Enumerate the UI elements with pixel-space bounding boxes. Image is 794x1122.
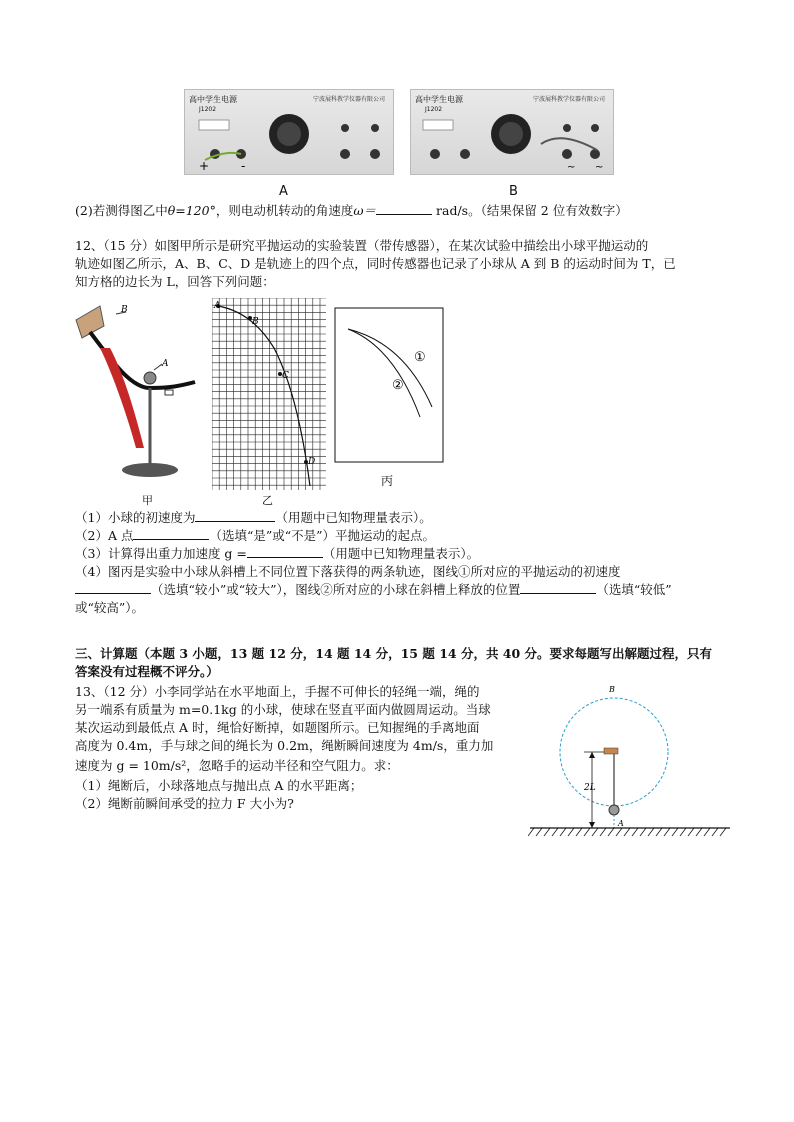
- section3-heading-line1: 三、计算题（本题 3 小题，13 题 12 分，14 题 14 分，15 题 14 分，共 40 分。要求每题写出解题过程，只有: [75, 646, 713, 661]
- grid-label-c: C: [282, 371, 289, 381]
- q12-sub2: （2）A 点 （选填“是”或“不是”）平抛运动的起点。: [75, 528, 436, 543]
- q12-intro-line1: 12、（15 分）如图甲所示是研究平抛运动的实验装置（带传感器），在某次试验中描绘出小球平抛运动的: [75, 238, 649, 253]
- jia-label-a: A: [162, 359, 169, 369]
- q13-line4: 高度为 0.4m，手与球之间的绳长为 0.2m，绳断瞬间速度为 4m/s，重力加: [75, 738, 494, 753]
- photo-b-model: J1202: [425, 106, 443, 113]
- q12-sub4-line3: 或“较高”）。: [75, 600, 145, 615]
- photo-a-drawing: [185, 90, 393, 174]
- yi-caption: 乙: [262, 494, 273, 507]
- photo-b-header: 高中学生电源: [415, 95, 463, 104]
- trajectory-curve: [218, 306, 310, 486]
- photo-b-maker: 宁波展科教学仪器有限公司: [532, 96, 605, 103]
- q13-line3: 某次运动到最低点 A 时，绳恰好断掉，如题图所示。已知握绳的手离地面: [75, 720, 480, 735]
- q13-line5: 速度为 g = 10m/s²，忽略手的运动半径和空气阻力。求：: [75, 758, 399, 773]
- q11-part2: (2)若测得图乙中θ=120°，则电动机转动的角速度ω＝ rad/s。（结果保留 2 位有效数字）: [75, 203, 628, 218]
- grid-label-a: A: [214, 301, 221, 311]
- answer-blank-4[interactable]: [75, 581, 151, 594]
- label-b: B: [609, 685, 615, 694]
- photo-b-drawing: [411, 90, 613, 174]
- svg-text:-: -: [241, 159, 246, 173]
- q13-figure: [528, 676, 734, 842]
- svg-text:~: ~: [567, 162, 576, 173]
- q12-sub4-line2: （选填“较小”或“较大”），图线②所对应的小球在斜槽上释放的位置 （选填“较低”: [75, 581, 672, 598]
- q12-sub3: （3）计算得出重力加速度 g = （用题中已知物理量表示）。: [75, 546, 480, 561]
- q12-sub4-line1: （4）图丙是实验中小球从斜槽上不同位置下落获得的两条轨迹，图线①所对应的平抛运动的初速度: [75, 564, 621, 579]
- answer-blank-5[interactable]: [520, 581, 596, 594]
- q13-question2: （2）绳断前瞬间承受的拉力 F 大小为?: [75, 796, 294, 811]
- power-supply-photo-b: [410, 89, 614, 175]
- grid-label-d: D: [308, 457, 316, 467]
- photo-b-caption: B: [509, 184, 518, 199]
- q12-intro-line3: 知方格的边长为 L，回答下列问题：: [75, 274, 275, 289]
- q12-sub1: （1）小球的初速度为 （用题中已知物理量表示）。: [75, 510, 432, 525]
- ball: [609, 805, 619, 815]
- q12-intro-line2: 轨迹如图乙所示，A、B、C、D 是轨迹上的四个点，同时传感器也记录了小球从 A 到 B 的运动时间为 T，已: [75, 256, 676, 271]
- figure-jia-apparatus: [70, 298, 200, 503]
- q13-question1: （1）绳断后，小球落地点与抛出点 A 的水平距离；: [75, 778, 363, 793]
- curve-2-label: ②: [392, 378, 404, 393]
- hand: [604, 748, 618, 754]
- photo-a-model: J1202: [199, 106, 217, 113]
- jia-label-b: B: [121, 305, 128, 315]
- figure-yi-grid: [212, 298, 326, 490]
- label-2l: 2L: [584, 783, 596, 793]
- answer-blank-3[interactable]: [247, 545, 323, 558]
- photo-a-header: 高中学生电源: [189, 95, 237, 104]
- grid-label-b: B: [252, 317, 259, 327]
- q13-line1: 13、（12 分）小李同学站在水平地面上，手握不可伸长的轻绳一端，绳的: [75, 684, 480, 699]
- photo-a-maker: 宁波展科教学仪器有限公司: [312, 96, 385, 103]
- curve-1-label: ①: [414, 350, 426, 365]
- photo-a-caption: A: [279, 184, 288, 199]
- bing-caption: 丙: [381, 474, 394, 488]
- svg-text:~: ~: [595, 162, 604, 173]
- section3-heading-line2: 答案没有过程概不评分。）: [75, 664, 219, 679]
- figure-bing: [334, 307, 444, 463]
- jia-caption: 甲: [142, 494, 153, 507]
- q13-line2: 另一端系有质量为 m=0.1kg 的小球，使球在竖直平面内做圆周运动。当球: [75, 702, 491, 717]
- label-a: A: [618, 819, 624, 828]
- answer-blank-1[interactable]: [195, 509, 275, 522]
- power-supply-photo-a: [184, 89, 394, 175]
- answer-blank[interactable]: [376, 202, 432, 215]
- svg-text:+: +: [199, 159, 210, 173]
- answer-blank-2[interactable]: [133, 527, 209, 540]
